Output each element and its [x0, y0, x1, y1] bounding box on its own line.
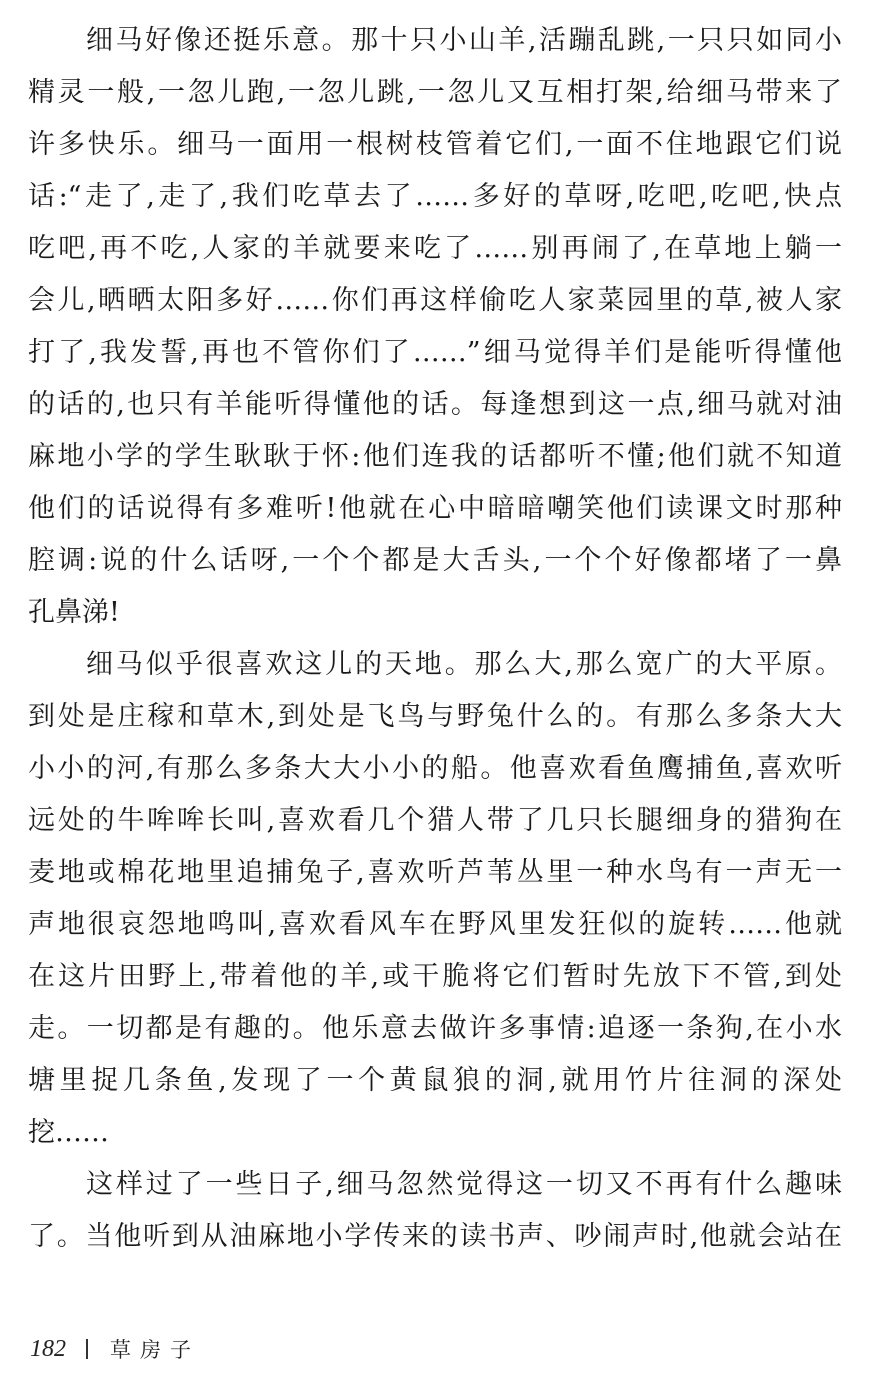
page-number: 182 [30, 1335, 66, 1362]
text-line: 细马好像还挺乐意。那十只小山羊,活蹦乱跳,一只只如同小 [86, 25, 842, 56]
paragraph-1 [28, 22, 842, 646]
paragraph-3 [28, 1166, 842, 1270]
running-head-title: 草房子 [110, 1338, 200, 1362]
text-line: 声地很哀怨地鸣叫,喜欢看风车在野风里发狂似的旋转……他就 [28, 909, 842, 940]
text-line: 许多快乐。细马一面用一根树枝管着它们,一面不住地跟它们说 [28, 129, 842, 160]
paragraph-2 [28, 646, 842, 1166]
text-line: 的话的,也只有羊能听得懂他的话。每逢想到这一点,细马就对油 [28, 389, 842, 420]
text-line: 挖…… [28, 1117, 109, 1148]
text-line: 塘里捉几条鱼,发现了一个黄鼠狼的洞,就用竹片往洞的深处 [28, 1065, 842, 1096]
text-line: 吃吧,再不吃,人家的羊就要来吃了……别再闹了,在草地上躺一 [28, 233, 842, 264]
text-line: 麦地或棉花地里追捕兔子,喜欢听芦苇丛里一种水鸟有一声无一 [28, 857, 842, 888]
text-line: 在这片田野上,带着他的羊,或干脆将它们暂时先放下不管,到处 [28, 961, 842, 992]
text-line: 腔调:说的什么话呀,一个个都是大舌头,一个个好像都堵了一鼻 [28, 545, 842, 576]
footer-divider [86, 1339, 88, 1359]
text-line: 了。当他听到从油麻地小学传来的读书声、吵闹声时,他就会站在 [28, 1221, 842, 1252]
text-line: 孔鼻涕! [28, 597, 120, 628]
text-line: 精灵一般,一忽儿跑,一忽儿跳,一忽儿又互相打架,给细马带来了 [28, 77, 842, 108]
text-line: 这样过了一些日子,细马忽然觉得这一切又不再有什么趣味 [86, 1169, 842, 1200]
text-line: 麻地小学的学生耿耿于怀:他们连我的话都听不懂;他们就不知道 [28, 441, 842, 472]
text-line: 细马似乎很喜欢这儿的天地。那么大,那么宽广的大平原。 [86, 649, 842, 680]
text-line: 小小的河,有那么多条大大小小的船。他喜欢看鱼鹰捕鱼,喜欢听 [28, 753, 842, 784]
text-line: 远处的牛哞哞长叫,喜欢看几个猎人带了几只长腿细身的猎狗在 [28, 805, 842, 836]
page-footer [30, 1332, 200, 1366]
text-line: 话:“走了,走了,我们吃草去了……多好的草呀,吃吧,吃吧,快点 [28, 181, 842, 212]
text-line: 到处是庄稼和草木,到处是飞鸟与野兔什么的。有那么多条大大 [28, 701, 842, 732]
body-text [28, 22, 842, 1270]
text-line: 他们的话说得有多难听!他就在心中暗暗嘲笑他们读课文时那种 [28, 493, 842, 524]
text-line: 会儿,晒晒太阳多好……你们再这样偷吃人家菜园里的草,被人家 [28, 285, 842, 316]
text-line: 走。一切都是有趣的。他乐意去做许多事情:追逐一条狗,在小水 [28, 1013, 842, 1044]
text-line: 打了,我发誓,再也不管你们了……”细马觉得羊们是能听得懂他 [28, 337, 842, 368]
